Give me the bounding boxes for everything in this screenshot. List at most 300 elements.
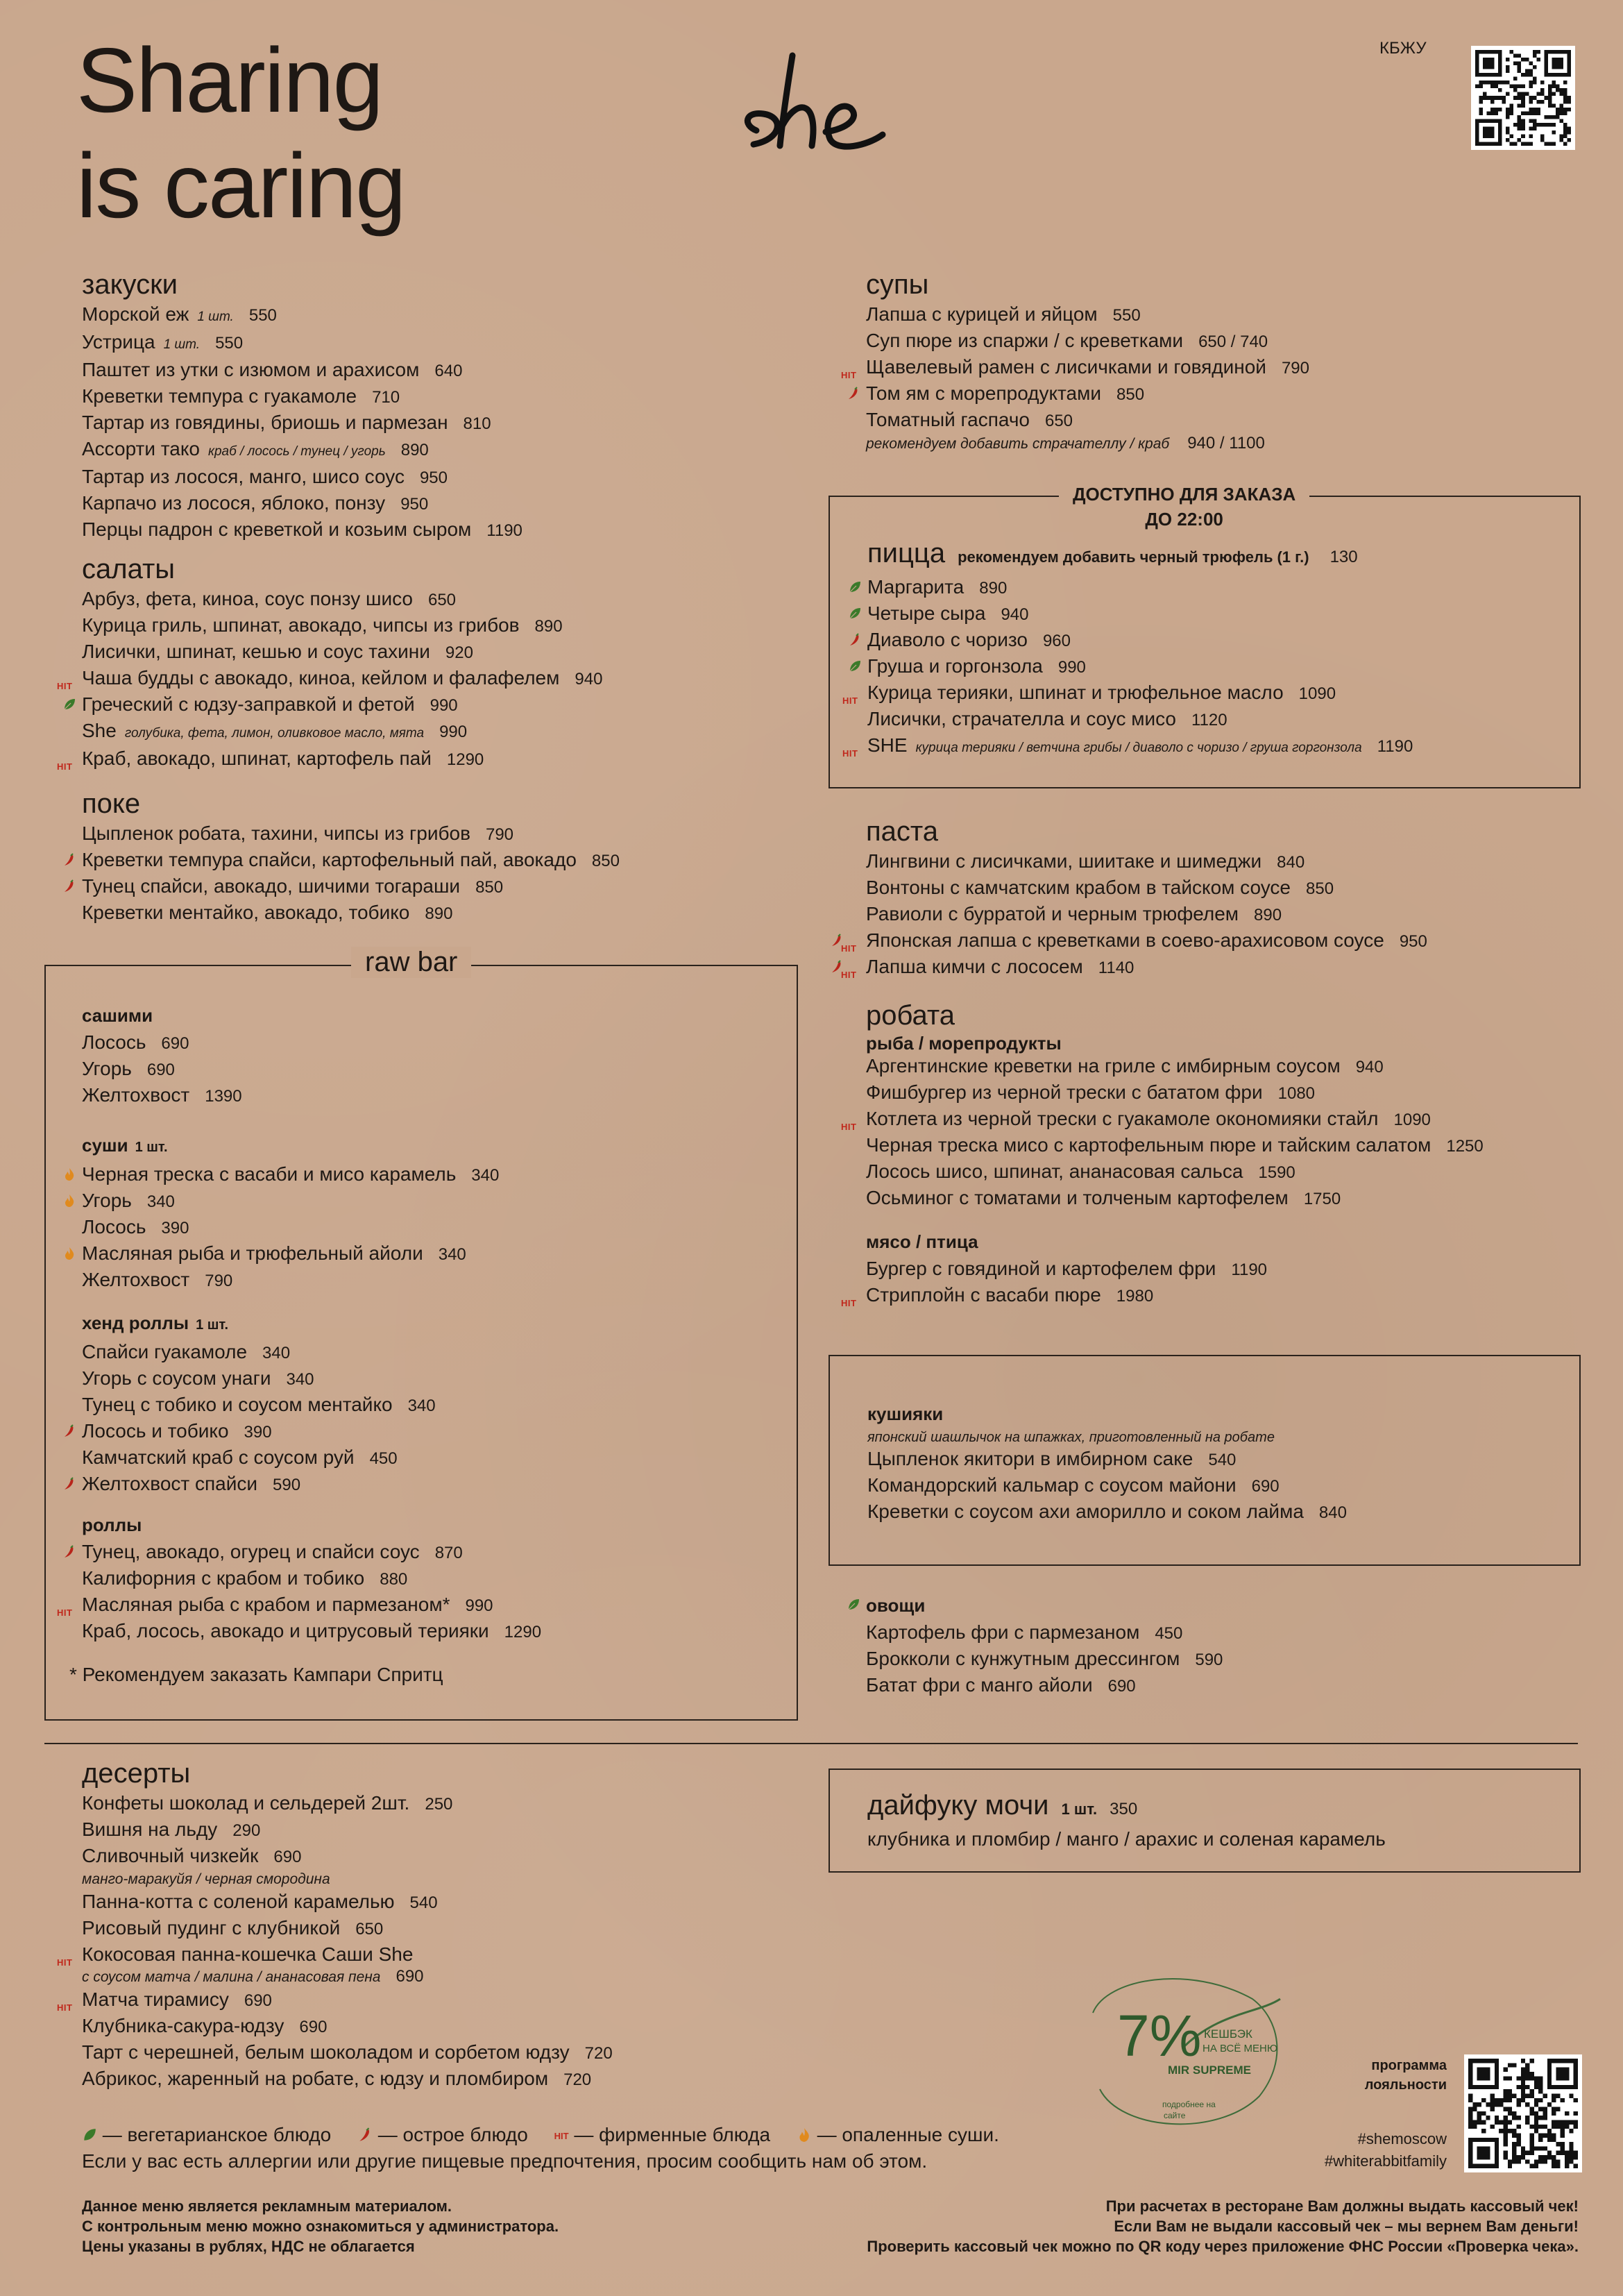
hashtag: #whiterabbitfamily [1324,2152,1447,2170]
menu-item [82,1889,613,1916]
chili-pepper-icon [826,928,847,953]
item-price: 810 [463,414,491,433]
section-title: паста [866,816,939,847]
menu-list [82,821,620,927]
hit-icon: HIT [841,970,857,980]
item-price: 990 [430,696,458,715]
item-name: Вишня на льду [82,1818,218,1840]
item-price: 1390 [205,1087,242,1106]
item-price: 1120 [1191,711,1227,729]
item-price: 890 [1254,906,1282,925]
item-price: 1140 [1098,959,1135,977]
menu-item [867,575,1413,601]
menu-list [82,302,522,543]
subsection-title: хенд роллы 1 шт. [82,1312,229,1333]
menu-item [82,692,602,718]
item-name: Угорь [82,1190,132,1211]
section-zakuski [82,267,522,543]
item-price: 390 [161,1219,189,1238]
item-price: 340 [438,1245,466,1264]
item-price: 550 [215,334,244,353]
hit-icon: HIT [841,1298,857,1308]
item-price: 540 [1208,1451,1237,1469]
item-name: Рисовый пудинг с клубникой [82,1917,341,1939]
hashtag: #shemoscow [1357,2130,1447,2147]
item-price: 890 [425,904,453,923]
item-price: 950 [1399,932,1427,951]
item-price: 450 [369,1449,398,1468]
item-price: 790 [485,825,514,844]
item-name: Тарт с черешней, белым шоколадом и сорбетом юдзу [82,2041,570,2063]
leaf-icon [58,692,79,717]
subsection-title: овощи [866,1591,1223,1620]
item-name: Японская лапша с креветками в соево-арахисовом соусе [866,929,1384,951]
menu-item [866,1256,1484,1283]
menu-item [82,718,602,746]
menu-item [82,1445,436,1471]
hit-icon: HIT [554,2130,569,2141]
mochi-flavors: клубника и пломбир / манго / арахис и соленая карамель [867,1828,1386,1850]
item-name: Краб, авокадо, шпинат, картофель пай [82,748,432,769]
item-name: Цыпленок робата, тахини, чипсы из грибов [82,822,470,844]
menu-item [866,1080,1484,1106]
section-title: пицца рекомендуем добавить черный трюфель (1 г.) 130 [867,538,1358,568]
item-price: 950 [419,469,448,487]
leaf-icon [842,1592,863,1617]
loyalty-label: программа лояльности [1364,2058,1447,2093]
item-name: Лосось [82,1216,146,1238]
item-name: Масляная рыба с крабом и пармезаном* [82,1594,450,1615]
section-pasta [841,814,1427,981]
item-name: Лисички, шпинат, кешью и соус тахини [82,641,430,662]
menu-item [82,1471,436,1498]
item-name: Стриплойн с васаби пюре [866,1284,1101,1306]
item-price: 850 [591,852,620,870]
section-supy [841,267,1309,454]
chili-pepper-icon [842,381,863,406]
item-price: 1290 [446,750,484,769]
menu-item [82,357,522,384]
menu-item [867,1499,1347,1526]
item-name: She [82,720,117,741]
item-name: Желтохвост [82,1269,190,1290]
item-name: Лингвини с лисичками, шиитаке и шимеджи [866,850,1262,872]
section-salaty [57,552,603,773]
item-price: 690 [273,1848,302,1866]
item-name: Краб, лосось, авокадо и цитрусовый терияки [82,1620,489,1641]
menu-item [866,1646,1223,1673]
item-price: 790 [1281,359,1309,378]
menu-list [842,575,1413,761]
menu-item [866,1159,1484,1185]
leaf-icon [844,601,865,626]
item-name: Сливочный чизкейк [82,1845,259,1866]
item-price: 1290 [504,1623,542,1641]
item-name: Тартар из говядины, бриошь и пармезан [82,412,448,433]
subsection-title: роллы [82,1514,142,1535]
menu-item [866,1620,1223,1646]
flame-icon [58,1162,79,1187]
item-name: Том ям с морепродуктами [866,382,1102,404]
item-name: Четыре сыра [867,602,986,624]
item-price: 690 [1107,1677,1136,1696]
item-name: Ассорти тако [82,438,200,459]
item-price: 550 [1112,306,1141,325]
menu-item [866,381,1309,407]
item-name: Греческий с юдзу-заправкой и фетой [82,693,415,715]
menu-item [82,1162,499,1188]
item-price: 990 [439,723,468,741]
menu-item [82,302,522,330]
item-price: 690 [244,1991,272,2010]
subsection-title: сашими [82,1005,153,1026]
item-price: 690 [1251,1477,1280,1496]
section-title: робата [866,1000,955,1031]
item-price: 850 [1306,879,1334,898]
menu-item [82,1241,499,1267]
item-name: Креветки темпура с гуакамоле [82,385,357,407]
item-subnote-text: манго-маракуйя / черная смородина [82,1871,330,1887]
chili-pepper-icon [826,954,847,979]
footer-disclaimer: Данное меню является рекламным материалом. С контрольным меню можно ознакомиться у администратора. Цены указаны в рублях, НДС не облагается [82,2197,559,2255]
item-price: 920 [445,643,473,662]
menu-item [82,491,522,517]
item-price: 1250 [1446,1137,1484,1156]
menu-item [866,902,1427,928]
kushiyaki-box [829,1355,1581,1566]
item-price: 880 [380,1570,408,1589]
menu-list [841,302,1309,434]
menu-list [82,1340,436,1498]
item-name: Бургер с говядиной и картофелем фри [866,1258,1216,1279]
menu-list [57,1539,542,1645]
section-rolls [57,1510,542,1645]
item-price: 340 [407,1396,436,1415]
leaf-icon [82,2124,97,2149]
menu-item [841,1283,1484,1309]
item-name: Устрица [82,331,155,353]
menu-item [82,384,522,410]
menu-item [841,928,1427,954]
menu-item [82,2040,613,2066]
item-price: 1190 [1231,1260,1268,1279]
menu-item [82,874,620,900]
menu-item [866,849,1427,875]
item-price: 1980 [1116,1287,1154,1306]
item-price: 1090 [1298,684,1336,703]
cashback-badge[interactable] [1079,1971,1294,2138]
menu-list [82,1162,499,1294]
menu-item [57,1592,541,1619]
item-description: краб / лосось / тунец / угорь [207,444,386,459]
item-name: Камчатский краб с соусом руй [82,1446,355,1468]
item-name: Суп пюре из спаржи / с креветками [866,330,1184,351]
hit-icon: HIT [57,1607,73,1618]
item-name: Аргентинские креветки на гриле с имбирным соусом [866,1055,1341,1077]
menu-item [866,1133,1484,1159]
chili-pepper-icon [357,2124,373,2149]
item-name: Клубника-сакура-юдзу [82,2015,284,2036]
kbju-label: КБЖУ [1379,39,1427,58]
cashback-line2: НА ВСЁ МЕНЮ [1203,2043,1278,2054]
cashback-line3: MIR SUPREME [1168,2063,1251,2077]
item-name: Угорь с соусом унаги [82,1367,271,1389]
item-name: Картофель фри с пармезаном [866,1621,1140,1643]
menu-item [57,666,603,692]
menu-list [841,1256,1484,1309]
item-name: Паштет из утки с изюмом и арахисом [82,359,420,380]
item-name: Груша и горгонзола [867,655,1043,677]
section-kushiyaki [867,1399,1347,1526]
legend: — вегетарианское блюдо — острое блюдо HIT — фирменные блюда — опаленные суши. [82,2122,999,2149]
item-price: 870 [434,1544,463,1562]
menu-item [82,1916,613,1942]
item-price: 840 [1318,1503,1347,1522]
item-name: Курица гриль, шпинат, авокадо, чипсы из грибов [82,614,520,636]
item-name: Перцы падрон с креветкой и козьим сыром [82,518,472,540]
item-name: Чаша будды с авокадо, киноа, кейлом и фалафелем [82,667,560,689]
menu-item [867,627,1413,654]
item-name: Командорский кальмар с соусом майони [867,1474,1237,1496]
item-name: Лосось [82,1031,146,1053]
menu-item [866,302,1309,328]
menu-item [82,2014,613,2040]
hit-icon: HIT [57,761,73,772]
item-price: 690 [161,1034,189,1053]
menu-item [82,613,602,639]
item-price: 550 [248,306,277,325]
section-pizza [842,536,1413,761]
item-price: 950 [400,495,429,514]
item-price: 890 [534,617,563,636]
item-price: 890 [979,579,1008,598]
menu-item [867,601,1413,627]
section-mochi [867,1788,1386,1852]
item-name: Креветки ментайко, авокадо, тобико [82,902,410,923]
hit-icon: HIT [841,370,857,380]
cashback-percent: 7% [1117,2003,1202,2068]
menu-item [82,1843,613,1870]
item-price: 650 [355,1920,384,1939]
item-name: Черная треска мисо с картофельным пюре и тайским салатом [866,1134,1431,1156]
item-name: Креветки темпура спайси, картофельный пай, авокадо [82,849,577,870]
item-name: Тунец, авокадо, огурец и спайси соус [82,1541,420,1562]
pizza-box [829,484,1581,788]
section-sushi [82,1131,499,1294]
item-name: Лапша кимчи с лососем [866,956,1083,977]
leaf-icon [844,654,865,679]
item-price: 1080 [1277,1084,1316,1103]
item-name: Калифорния с крабом и тобико [82,1567,365,1589]
item-price: 940 [575,670,603,689]
item-name: Арбуз, фета, киноа, соус понзу шисо [82,588,413,609]
item-name: Кокосовая панна-кошечка Саши She [82,1943,414,1965]
subsection-title: кушияки [867,1403,944,1424]
item-name: Лисички, страчателла и соус мисо [867,708,1177,729]
menu-item [866,407,1309,434]
menu-list [867,1446,1347,1526]
item-price: 720 [584,2044,613,2063]
chili-pepper-icon [58,874,79,899]
subsection-title: рыба / морепродукты [866,1033,1062,1054]
item-price: 340 [262,1344,291,1362]
item-name: Лосось и тобико [82,1420,229,1442]
item-price: 720 [563,2070,592,2089]
menu-list [841,1054,1484,1212]
item-price: 340 [471,1166,500,1185]
item-description: 1 шт. [197,310,234,324]
menu-item [82,464,522,491]
item-name: Котлета из черной трески с гуакамоле окономияки стайл [866,1108,1379,1129]
item-name: Томатный гаспачо [866,409,1030,430]
leaf-icon [844,575,865,600]
menu-item [842,733,1413,761]
item-name: Батат фри с манго айоли [866,1674,1093,1696]
section-title: закуски [82,269,178,300]
section-title: дайфуку мочи 1 шт. 350 [867,1790,1138,1821]
item-name: Карпачо из лосося, яблоко, понзу [82,492,386,514]
item-name: Спайси гуакамоле [82,1341,248,1362]
footer-receipt-notice: При расчетах в ресторане Вам должны выдать кассовый чек! Если Вам не выдали кассовый чек – мы вернем Вам деньги! Проверить кассовый чек можно по QR коду через приложение ФНС России «Проверка чека». [867,2197,1579,2255]
menu-item [82,437,522,464]
mochi-box [829,1769,1581,1873]
item-price: 1190 [1377,737,1413,756]
flame-icon [58,1241,79,1266]
menu-item [82,2066,613,2093]
item-name: Тартар из лосося, манго, шисо соус [82,466,405,487]
menu-item [82,1419,436,1445]
item-price: 940 [1355,1058,1384,1077]
menu-item [82,1366,436,1392]
section-sashimi [82,1001,242,1109]
item-price: 290 [232,1821,261,1840]
menu-item [866,328,1309,355]
item-name: Абрикос, жаренный на робате, с юдзу и пломбиром [82,2068,549,2089]
menu-item [82,517,522,543]
item-price: 850 [1116,385,1145,404]
menu-list [57,586,603,773]
hit-icon: HIT [841,943,857,954]
kbju-qr-code[interactable] [1471,46,1575,150]
item-name: Желтохвост спайси [82,1473,258,1494]
hit-icon: HIT [57,1957,73,1968]
section-title: супы [866,269,929,300]
item-price: 940 [1001,605,1029,624]
item-price: 890 [400,441,429,459]
item-description: курица терияки / ветчина грибы / диаволо с чоризо / груша горгонзола [915,741,1362,755]
item-name: Тунец с тобико и соусом ментайко [82,1394,393,1415]
item-name: Тунец спайси, авокадо, шичими тогараши [82,875,461,897]
item-price: 650 / 740 [1198,332,1268,351]
menu-item [82,639,602,666]
item-price: 990 [1057,658,1086,677]
cashback-line4: подробнее на [1162,2100,1216,2109]
menu-item [867,707,1413,733]
item-name: Брокколи с кунжутным дрессингом [866,1648,1180,1669]
menu-item [82,586,602,613]
menu-item [867,1473,1347,1499]
menu-item [82,1056,242,1083]
menu-item [82,1267,499,1294]
menu-item [57,746,602,773]
item-price: 340 [286,1370,314,1389]
item-name: Угорь [82,1058,132,1079]
menu-item [82,1215,499,1241]
item-name: Курица терияки, шпинат и трюфельное масло [867,682,1284,703]
item-name: Черная треска с васаби и мисо карамель [82,1163,457,1185]
hit-icon: HIT [841,1122,857,1132]
page-title: Sharing is caring [76,29,405,237]
item-price: 540 [409,1893,438,1912]
section-title: поке [82,788,141,819]
section-hand-rolls [82,1308,436,1498]
chili-pepper-icon [58,1419,79,1444]
section-robata [841,998,1484,1309]
hit-icon: HIT [842,748,858,759]
menu-list [57,1791,613,2093]
item-name: Матча тирамису [82,1989,229,2010]
menu-item [866,1185,1484,1212]
cashback-line5: сайте [1164,2111,1186,2120]
item-price: 690 [396,1967,424,1986]
menu-item [82,330,522,357]
chili-pepper-icon [58,847,79,872]
item-price: 710 [372,388,400,407]
item-price: 450 [1155,1624,1183,1643]
hashtags [1277,2128,1447,2172]
item-price: 590 [273,1476,301,1494]
menu-item [866,1054,1484,1080]
menu-item [82,1188,499,1215]
item-price: 850 [475,878,504,897]
chili-pepper-icon [844,627,865,652]
menu-list [841,849,1427,981]
menu-item [867,654,1413,680]
section-deserty [57,1756,613,2093]
item-price: 1190 [486,521,522,540]
item-name: Желтохвост [82,1084,190,1106]
raw-bar-title: raw bar [351,947,471,978]
raw-bar-footnote: * Рекомендуем заказать Кампари Спритц [69,1664,443,1685]
hit-icon: HIT [57,681,73,691]
flame-icon [797,2124,812,2149]
flame-icon [58,1188,79,1213]
cashback-line1: КЕШБЭК [1204,2027,1252,2041]
item-name: Вонтоны с камчатским крабом в тайском соусе [866,877,1291,898]
menu-item [57,1942,613,1968]
menu-item [82,1083,242,1109]
item-price: 340 [146,1192,175,1211]
hit-icon: HIT [842,695,858,706]
item-name: Щавелевый рамен с лисичками и говядиной [866,356,1266,378]
item-price: 790 [205,1272,233,1290]
subsection-title: суши 1 шт. [82,1135,168,1156]
item-price: 250 [425,1795,453,1814]
subsection-title: мясо / птица [866,1231,978,1252]
pizza-availability: ДОСТУПНО ДЛЯ ЗАКАЗА ДО 22:00 [1059,482,1309,532]
she-logo [729,42,895,167]
item-price: 1590 [1258,1163,1295,1182]
menu-item [82,1539,541,1566]
raw-bar-box [44,947,798,1721]
menu-item [82,900,620,927]
menu-item [866,875,1427,902]
loyalty-qr-code[interactable] [1464,2054,1582,2172]
menu-item [82,1566,541,1592]
menu-list [866,1620,1223,1699]
item-description: голубика, фета, лимон, оливковое масло, мята [124,726,425,741]
item-name: Маргарита [867,576,965,598]
